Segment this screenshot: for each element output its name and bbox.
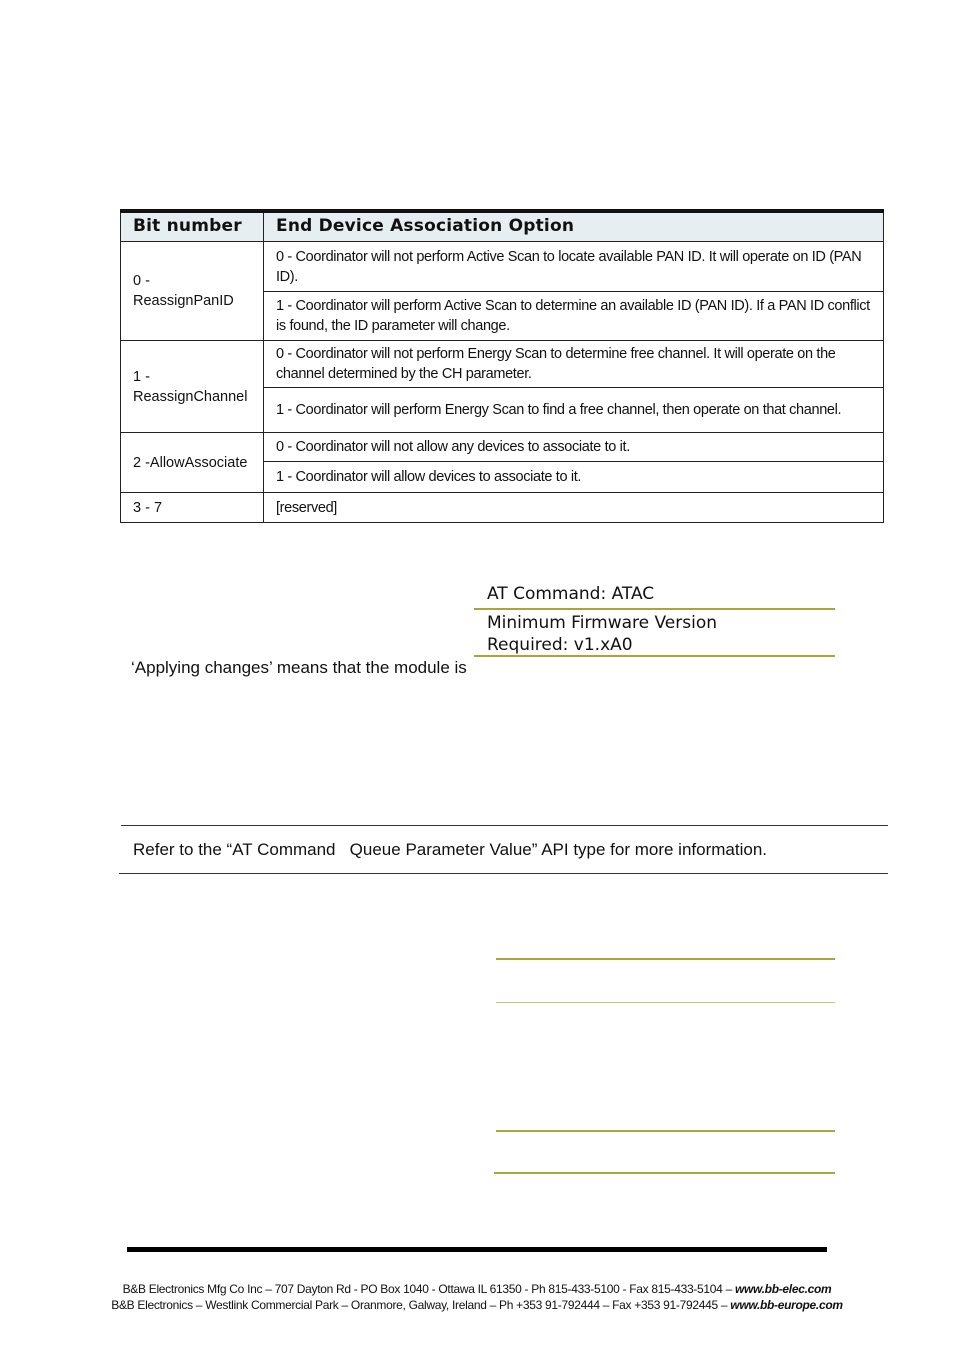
option-cell: 0 - Coordinator will not perform Energy Scan to determine free channel. It will operate on the channel determined by the CH parameter.	[264, 341, 884, 388]
footer-rule	[127, 1247, 827, 1252]
footer-eu-link[interactable]: www.bb-europe.com	[730, 1298, 843, 1312]
bit-cell: 1 - ReassignChannel	[121, 341, 264, 433]
firmware-line-2: Required: v1.xA0	[487, 635, 633, 655]
option-cell: 1 - Coordinator will allow devices to associate to it.	[264, 462, 884, 493]
footer-us-link[interactable]: www.bb-elec.com	[734, 1282, 832, 1296]
footer-us-text: B&B Electronics Mfg Co Inc – 707 Dayton Rd - PO Box 1040 - Ottawa IL 61350 - Ph 815-433-5100 - Fax 815-433-5104 –	[122, 1282, 735, 1296]
note-top-rule	[121, 825, 888, 826]
option-cell: 1 - Coordinator will perform Energy Scan to find a free channel, then operate on that channel.	[264, 388, 884, 433]
refer-note-text: Refer to the “AT Command Queue Parameter Value” API type for more information.	[133, 840, 768, 859]
divider-line	[496, 1130, 835, 1132]
footer-eu-text: B&B Electronics – Westlink Commercial Park – Oranmore, Galway, Ireland – Ph +353 91-792444 – Fax +353 91-792445 –	[111, 1298, 731, 1312]
divider-line	[494, 1172, 835, 1174]
header-bit-number: Bit number	[121, 211, 264, 242]
divider-line	[496, 958, 835, 960]
bit-cell: 3 - 7	[121, 493, 264, 523]
table-row	[121, 493, 884, 523]
table-row	[121, 433, 884, 462]
note-bottom-rule	[119, 873, 888, 874]
option-cell: 0 - Coordinator will not allow any devices to associate to it.	[264, 433, 884, 462]
association-options-table	[120, 209, 884, 523]
option-cell: 0 - Coordinator will not perform Active Scan to locate available PAN ID. It will operate on ID (PAN ID).	[264, 242, 884, 292]
table-row	[121, 242, 884, 292]
footer-address-us	[0, 1282, 954, 1296]
bit-cell: 2 -AllowAssociate	[121, 433, 264, 493]
firmware-line-1: Minimum Firmware Version	[487, 613, 718, 633]
table-row	[121, 341, 884, 388]
option-cell: [reserved]	[264, 493, 884, 523]
divider-line	[496, 1002, 835, 1003]
at-command-label	[474, 584, 835, 610]
bit-cell: 0 - ReassignPanID	[121, 242, 264, 341]
table-header-row	[121, 211, 884, 242]
option-cell: 1 - Coordinator will perform Active Scan to determine an available ID (PAN ID). If a PAN ID conflict is found, the ID parameter will change.	[264, 292, 884, 341]
applying-changes-text: ‘Applying changes’ means that the module is	[131, 658, 467, 677]
firmware-requirement-label	[474, 612, 835, 657]
at-command-text: AT Command: ATAC	[487, 584, 655, 604]
header-option: End Device Association Option	[264, 211, 884, 242]
footer-address-eu	[0, 1298, 954, 1312]
